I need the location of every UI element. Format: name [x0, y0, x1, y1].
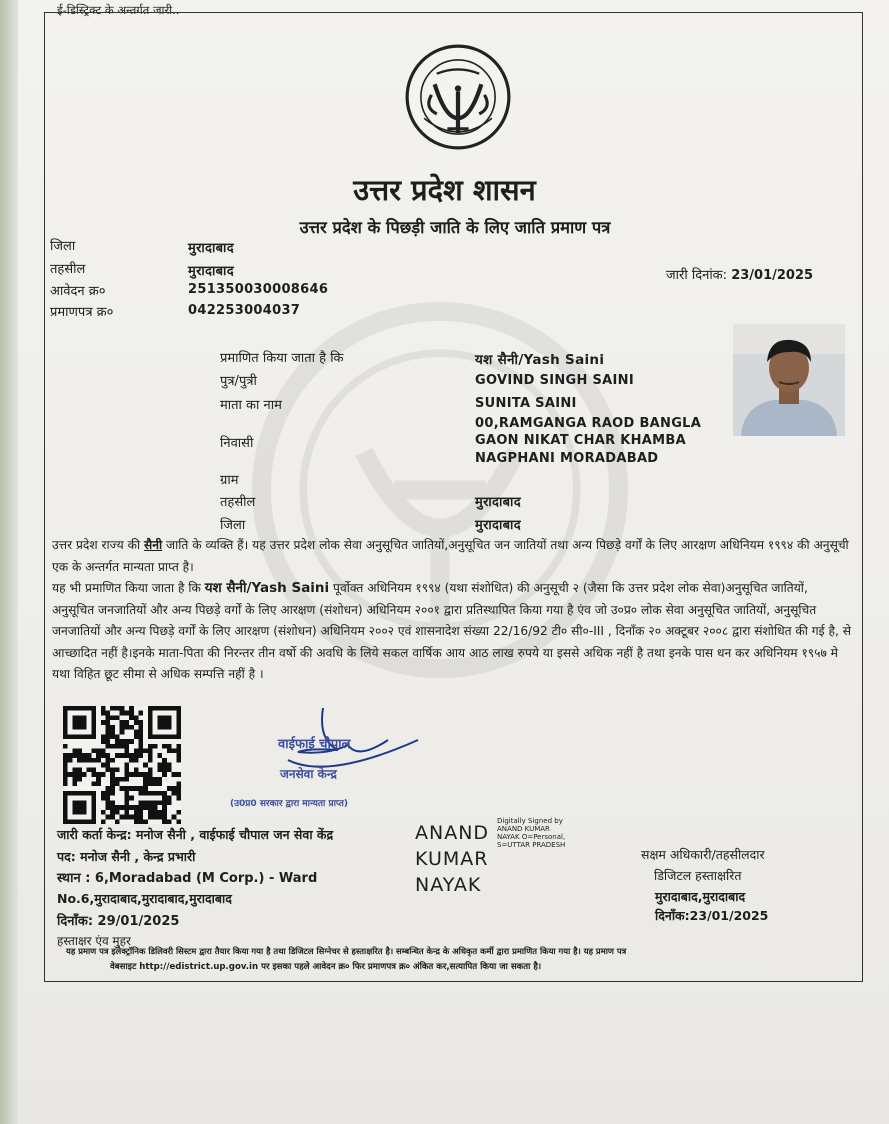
stamp-line-1: वाईफाई चौपाल [278, 737, 351, 752]
issuer-place-1: स्थान : 6,Moradabad (M Corp.) - Ward [57, 871, 318, 886]
dsign-line-3: NAYAK [415, 874, 482, 896]
details-district-label: जिला [220, 518, 246, 533]
paragraph-certification [52, 578, 852, 686]
dsign-small-3: NAYAK O=Personal, [497, 833, 566, 841]
paragraph-certification-post: पूर्वोक्त अधिनियम १९९४ (यथा संशोधित) की अनुसूची २ (जैसा कि उत्तर प्रदेश लोक सेवा)अनुसूचित जातियों, अनुसूचित जनजातियों और अन्य पिछड़े वर्गों के लिए आरक्षण (संशोधन) अधिनियम २००१ द्वारा प्रतिस्थापित किया गया है एंव जो उ०प्र० लोक सेवा अनुसूचित जातियों, अनुसूचित जनजातियों और अन्य पिछड़े वर्गों के लिए आरक्षण (संशोधन) अधिनियम २००२ एवं शासनादेश संख्या 22/16/92 टी० सी०-III , दिनाँक २० अक्टूबर २००८ द्वारा संशोधित की गई है, से आच्छादित नहीं है।इनके माता-पिता की निरन्तर तीन वर्षो की अवधि के लिये सकल वार्षिक आय आठ लाख रुपये या इससे अधिक नहीं है तथा इनके पास धन कर अधिनियम १९५७ मे यथा विहित छूट सीमा से अधिक सम्पत्ति नहीं है । [52, 581, 851, 681]
certified-label: प्रमाणित किया जाता है कि [220, 351, 344, 366]
parent-name: GOVIND SINGH SAINI [475, 373, 635, 388]
authority-line-3: मुरादाबाद,मुरादाबाद [655, 889, 746, 904]
meta-tehsil-label: तहसील [50, 262, 86, 277]
dsign-small-4: S=UTTAR PRADESH [497, 841, 566, 849]
meta-certificate-value: 042253004037 [188, 303, 301, 318]
paragraph-certification-pre: यह भी प्रमाणित किया जाता है कि [52, 581, 205, 595]
address-line-3: NAGPHANI MORADABAD [475, 451, 659, 466]
issuer-sign-label: हस्ताक्षर एंव मुहर [57, 934, 131, 948]
dsign-small-1: Digitally Signed by [497, 817, 563, 825]
meta-district-label: जिला [50, 239, 76, 254]
center-stamp-signature [228, 700, 428, 830]
up-government-emblem-icon [405, 44, 511, 150]
paragraph-applicant-name: यश सैनी/Yash Saini [204, 580, 330, 596]
dsign-line-1: ANAND [415, 822, 490, 844]
meta-application-value: 251350030008646 [188, 282, 329, 297]
details-tehsil-value: मुरादाबाद [475, 495, 521, 510]
address-line-2: GAON NIKAT CHAR KHAMBA [475, 433, 686, 448]
residence-label: निवासी [220, 436, 254, 451]
mother-name: SUNITA SAINI [475, 396, 577, 411]
issue-date-label: जारी दिनांक: [666, 268, 728, 283]
footer-line-2: वेबसाइट http://edistrict.up.gov.in पर इसका पहले आवेदन क्र० फिर प्रमाणपत्र क्र० अंकित कर,सत्यापित किया जा सकता है। [110, 962, 542, 972]
page-title: उत्तर प्रदेश शासन [353, 173, 536, 207]
issuer-post: पद: मनोज सैनी , केन्द्र प्रभारी [57, 849, 196, 864]
issuer-place-2: No.6,मुरादाबाद,मुरादाबाद,मुरादाबाद [57, 891, 232, 906]
address-line-1: 00,RAMGANGA RAOD BANGLA [475, 416, 702, 431]
dsign-line-2: KUMAR [415, 848, 489, 870]
page-subtitle: उत्तर प्रदेश के पिछड़ी जाति के लिए जाति प्रमाण पत्र [299, 218, 611, 237]
caste-name: सैनी [143, 538, 163, 552]
paragraph-caste-post: जाति के व्यक्ति हैं। यह उत्तर प्रदेश लोक सेवा अनुसूचित जातियों,अनुसूचित जन जातियों तथा अन्य पिछड़े वर्गों के लिए आरक्षण अधिनियम १९९४ की अनुसूची एक के अन्तर्गत मान्यता प्राप्त है। [52, 538, 849, 574]
issuer-date: दिनाँक: 29/01/2025 [57, 914, 180, 929]
paragraph-caste-pre: उत्तर प्रदेश राज्य की [52, 538, 144, 552]
meta-certificate-label: प्रमाणपत्र क्र० [50, 305, 114, 320]
meta-tehsil-value: मुरादाबाद [188, 264, 234, 279]
person-photo-icon [733, 324, 845, 436]
digital-signature [415, 817, 595, 900]
paragraph-caste [52, 535, 852, 578]
dsign-small-2: ANAND KUMAR [497, 825, 550, 833]
applicant-photo [733, 324, 845, 436]
issue-date [666, 265, 813, 283]
dsign-small [497, 817, 617, 849]
stamp-line-3: (उ0प्र0 सरकार द्वारा मान्यता प्राप्त) [230, 799, 348, 809]
village-label: ग्राम [220, 473, 239, 488]
footer-line-1: यह प्रमाण पत्र इलेक्ट्रॉनिक डिलिवरी सिस्टम द्वारा तैयार किया गया है तथा डिजिटल सिग्नेचर से हस्ताक्षरित है। सम्बन्धित केन्द्र के अधिकृत कर्मी द्वारा प्रमाणित किया गया है। यह प्रमाण पत्र [66, 946, 627, 956]
stamp-line-2: जनसेवा केन्द्र [280, 767, 337, 781]
issue-date-value: 23/01/2025 [731, 268, 814, 283]
meta-district-value: मुरादाबाद [188, 241, 234, 256]
mother-label: माता का नाम [220, 398, 282, 413]
authority-line-1: सक्षम अधिकारी/तहसीलदार [641, 847, 765, 862]
issuer-center: जारी कर्ता केन्द्र: मनोज सैनी , वाईफाई चौपाल जन सेवा केंद्र [57, 827, 334, 842]
details-district-value: मुरादाबाद [475, 518, 521, 533]
parent-label: पुत्र/पुत्री [220, 374, 257, 389]
certified-name: यश सैनी/Yash Saini [475, 352, 605, 368]
authority-line-2: डिजिटल हस्ताक्षरित [654, 868, 742, 883]
authority-line-4: दिनाँक:23/01/2025 [655, 908, 769, 923]
paper-edge [0, 0, 18, 1124]
qr-code-icon [60, 706, 184, 824]
header-note: ई-डिस्ट्रिक्ट के अन्तर्गत जारी.. [57, 3, 180, 17]
meta-application-label: आवेदन क्र० [50, 284, 106, 299]
details-tehsil-label: तहसील [220, 495, 256, 510]
